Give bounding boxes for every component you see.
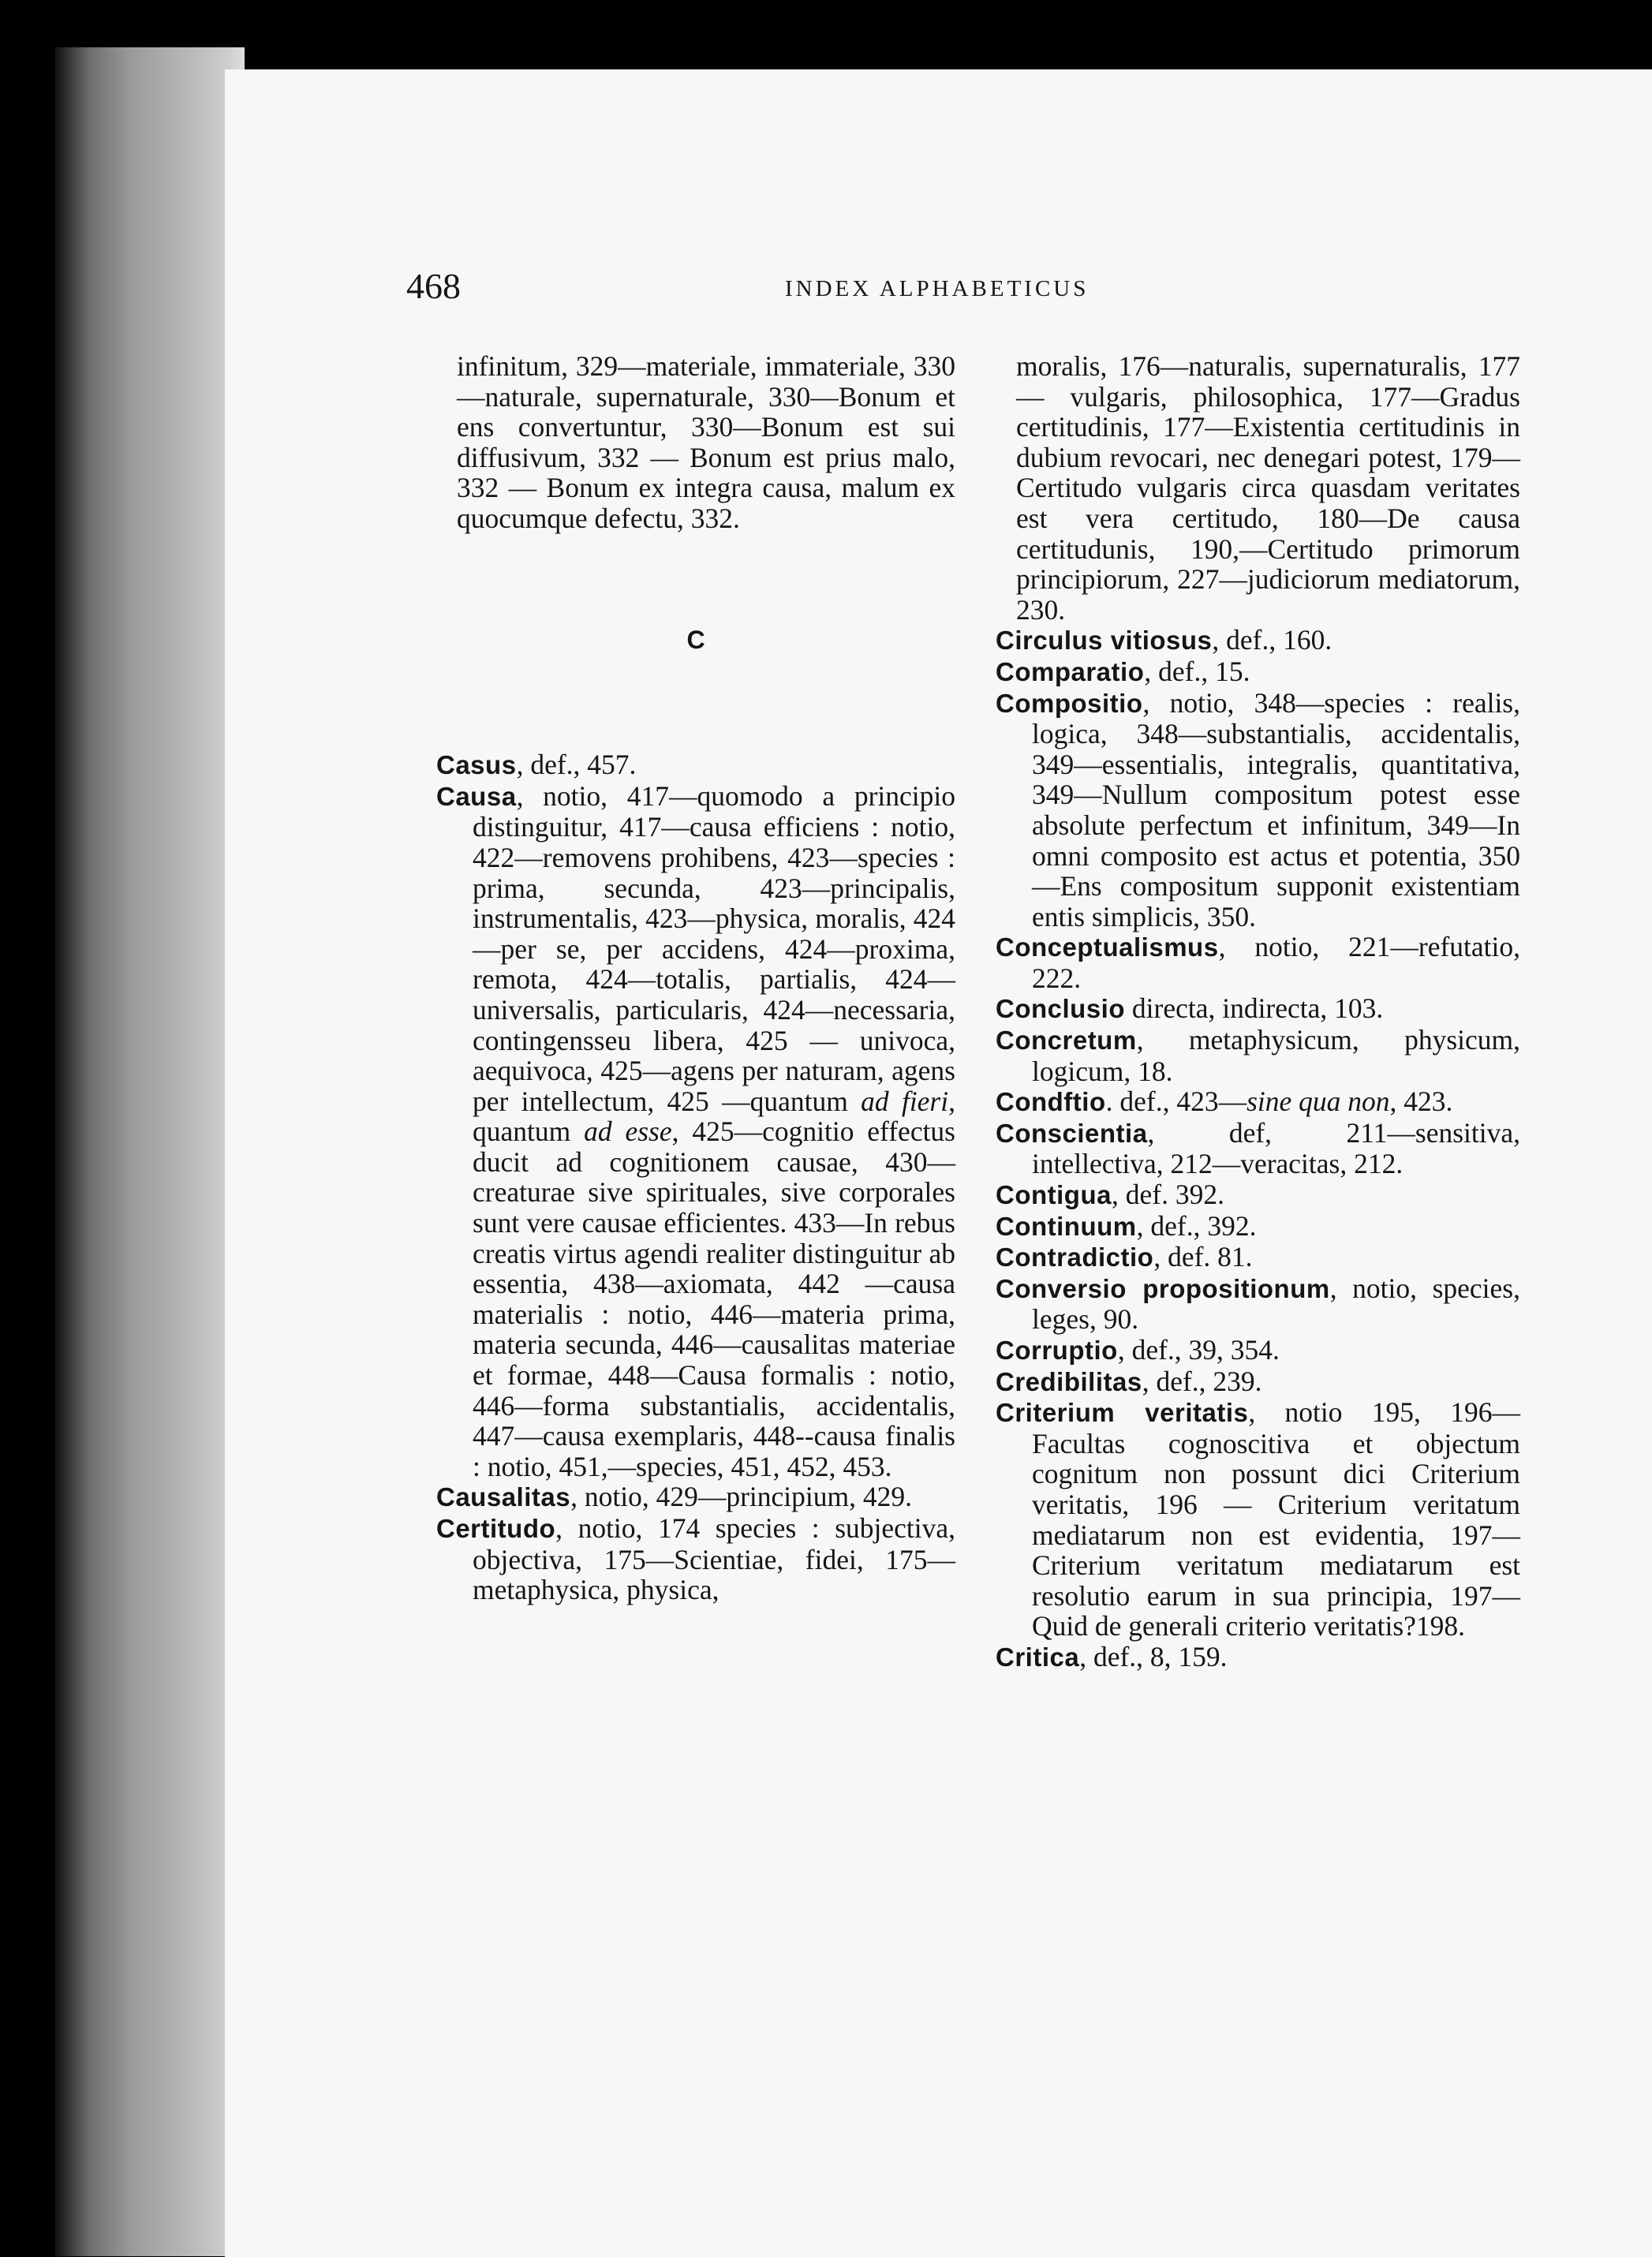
entry-heading: Condftio: [996, 1087, 1106, 1117]
entry-heading: Comparatio: [996, 656, 1145, 686]
entry-italic: ad esse: [584, 1115, 672, 1148]
entry-text: , def. 392.: [1111, 1179, 1224, 1211]
entry-heading: Causa: [436, 781, 517, 811]
entry-text: , def., 39, 354.: [1117, 1334, 1280, 1366]
entry-italic: ad fieri: [861, 1085, 949, 1117]
index-continuation: infinitum, 329—materiale, immateriale, 330—naturale, supernaturale, 330—Bonum et ens convertuntur, 330—Bonum est sui diffusivum, 332 — Bonum est prius malo, 332 — Bonum ex integra causa, malum ex quocumque defectu, 332.: [457, 350, 955, 534]
entry-text: , def., 8, 159.: [1079, 1640, 1228, 1672]
index-entry-conceptualismus: [996, 932, 1520, 993]
index-entry-corruptio: [996, 1335, 1520, 1366]
entry-text: , def., 160.: [1212, 624, 1332, 656]
entry-heading: Conscientia: [996, 1118, 1148, 1148]
index-entry-comparatio: [996, 656, 1520, 688]
entry-heading: Criterium veritatis: [996, 1398, 1249, 1428]
entry-heading: Credibilitas: [996, 1366, 1142, 1396]
index-entry-critica: [996, 1642, 1520, 1673]
index-entry-criterium: [996, 1397, 1520, 1642]
index-entry-conscientia: [996, 1118, 1520, 1179]
index-entry-continuum: [996, 1211, 1520, 1242]
entry-heading: Critica: [996, 1642, 1080, 1672]
index-entry-credibilitas: [996, 1366, 1520, 1398]
entry-heading: Certitudo: [436, 1514, 556, 1543]
entry-heading: Casus: [436, 750, 517, 780]
index-entry-concretum: [996, 1025, 1520, 1086]
entry-text: , quantum: [473, 1085, 955, 1148]
index-entry-conclusio: [996, 993, 1520, 1025]
entry-text: , notio 195, 196—Facultas cognoscitiva et objectum cognitum non possunt dici Criterium veritatis, 196 — Criterium veritatum mediatarum non est evidentia, 197—Criterium veritatum mediatarum est resolutio earum in sua principia, 197—Quid de generali criterio veritatis?198.: [1032, 1396, 1520, 1642]
entry-heading: Conceptualismus: [996, 932, 1219, 962]
entry-text: , def. 81.: [1153, 1241, 1253, 1273]
entry-heading: Compositio: [996, 688, 1143, 718]
entry-heading: Conclusio: [996, 994, 1126, 1024]
entry-heading: Concretum: [996, 1026, 1137, 1056]
index-entry-contradictio: [996, 1242, 1520, 1273]
index-entry-conversio: [996, 1273, 1520, 1335]
entry-text: , def., 392.: [1136, 1209, 1257, 1242]
index-entry-circulus: [996, 625, 1520, 656]
entry-text: directa, indirecta, 103.: [1125, 992, 1384, 1025]
entry-text: . def., 423—: [1105, 1086, 1247, 1118]
right-column: [996, 351, 1520, 1673]
entry-text: , def., 457.: [516, 749, 637, 781]
entry-text: , def, 211—sensitiva, intellectiva, 212—veracitas, 212.: [1032, 1116, 1520, 1180]
entry-heading: Causalitas: [436, 1482, 571, 1512]
index-entry-condftio: [996, 1086, 1520, 1118]
entry-text: , notio, 174 species : subjectiva, objectiva, 175—Scientiae, fidei, 175—metaphysica, physica,: [473, 1512, 955, 1606]
entry-italic: sine qua non: [1246, 1086, 1390, 1118]
running-head: INDEX ALPHABETICUS: [785, 276, 1089, 301]
book-page-edges: [55, 47, 245, 2256]
entry-text: , notio, 429—principium, 429.: [570, 1481, 912, 1513]
entry-heading: Contradictio: [996, 1242, 1154, 1272]
entry-text: , 425—cognitio effectus ducit ad cognitionem causae, 430—creaturae sive spirituales, sive corporales sunt vere causae efficientes. 433—In rebus creatis virtus agendi realiter distinguitur ab essentia, 438—axiomata, 442 —causa materialis : notio, 446—materia prima, materia secunda, 446—causalitas materiae et formae, 448—Causa formalis : notio, 446—forma substantialis, accidentalis, 447—causa exemplaris, 448--causa finalis : notio, 451,—species, 451, 452, 453.: [473, 1115, 955, 1482]
entry-heading: Contigua: [996, 1180, 1112, 1210]
entry-text: , def., 15.: [1144, 655, 1250, 687]
entry-text: , notio, 221—refutatio, 222.: [1032, 931, 1520, 994]
entry-heading: Corruptio: [996, 1336, 1118, 1365]
index-entry-contigua: [996, 1179, 1520, 1211]
entry-text: , 423.: [1389, 1086, 1453, 1118]
entry-heading: Circulus vitiosus: [996, 626, 1213, 656]
index-entry-causalitas: [436, 1482, 955, 1513]
entry-text: , metaphysicum, physicum, logicum, 18.: [1032, 1024, 1520, 1087]
entry-text: , notio, 348—species : realis, logica, 348—substantialis, accidentalis, 349—essentialis, integralis, quantitativa, 349—Nullum compositum potest esse absolute perfectum et infinitum, 349—In omni composito est actus et potentia, 350—Ens compositum supponit existentiam entis simplicis, 350.: [1032, 686, 1520, 932]
index-entry-casus: [436, 749, 955, 781]
entry-heading: Continuum: [996, 1211, 1137, 1241]
index-entry-causa: [436, 781, 955, 1482]
index-continuation: moralis, 176—naturalis, supernaturalis, 177 — vulgaris, philosophica, 177—Gradus certitudinis, 177—Existentia certitudinis in dubium revocari, nec denegari potest, 179—Certitudo vulgaris circa quasdam veritates est vera certitudo, 180—De causa certitudunis, 190,—Certitudo primorum principiorum, 227—judiciorum mediatorum, 230.: [1016, 350, 1520, 626]
entry-text: , notio, 417—quomodo a principio distinguitur, 417—causa efficiens : notio, 422—removens prohibens, 423—species : prima, secunda, 423—principalis, instrumentalis, 423—physica, moralis, 424—per se, per accidens, 424—proxima, remota, 424—totalis, partialis, 424—universalis, particularis, 424—necessaria, contingensseu libera, 425 — univoca, aequivoca, 425—agens per naturam, agens per intellectum, 425 —quantum: [473, 779, 955, 1117]
page-number: 468: [406, 266, 461, 306]
entry-heading: Conversio propositionum: [996, 1273, 1330, 1303]
index-entry-compositio: [996, 688, 1520, 932]
entry-text: , notio, species, leges, 90.: [1032, 1272, 1520, 1336]
section-letter: C: [686, 625, 705, 654]
left-column: [436, 351, 955, 1605]
index-entry-certitudo: [436, 1513, 955, 1605]
entry-text: , def., 239.: [1142, 1365, 1262, 1397]
